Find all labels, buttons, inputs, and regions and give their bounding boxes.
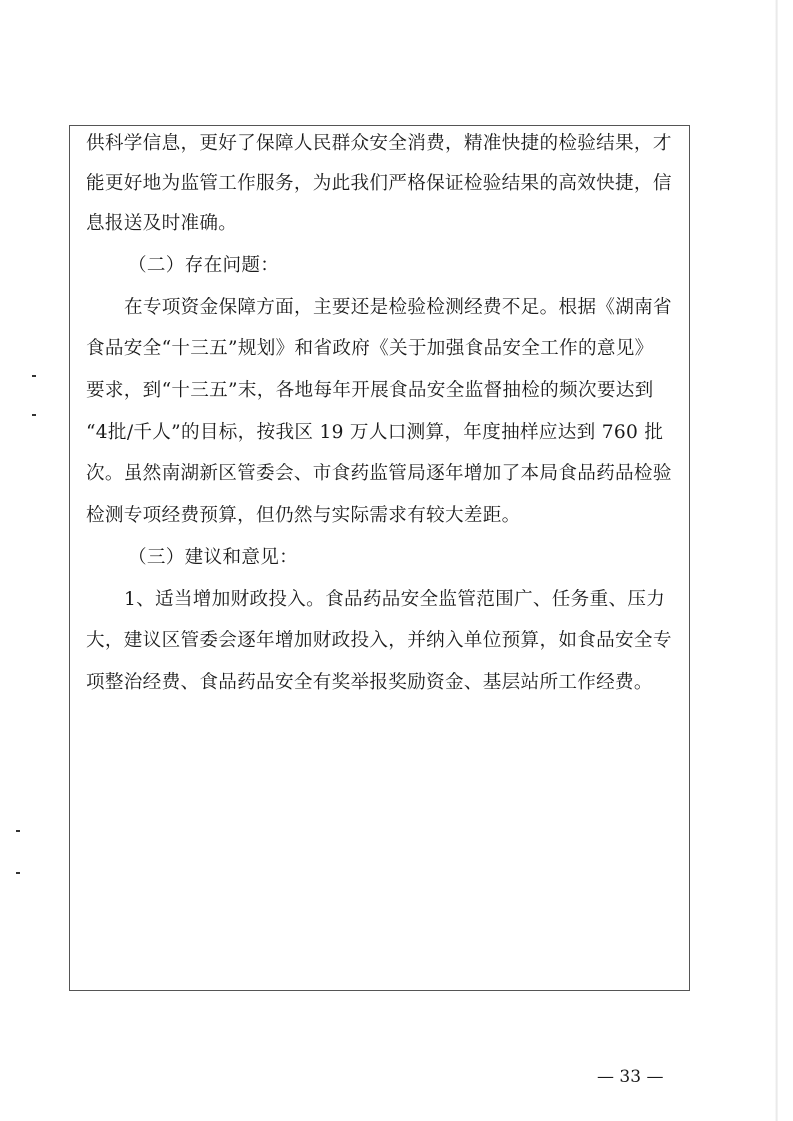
scan-edge-shadow — [775, 0, 778, 1121]
paragraph-line: 次。虽然南湖新区管委会、市食药监管局逐年增加了本局食品药品检验 — [86, 463, 672, 484]
paragraph-line: 大，建议区管委会逐年增加财政投入，并纳入单位预算，如食品安全专 — [86, 630, 672, 651]
paragraph-line: 检测专项经费预算，但仍然与实际需求有较大差距。 — [86, 505, 521, 526]
paragraph-line: “4批/千人”的目标，按我区 19 万人口测算，年度抽样应达到 760 批 — [86, 422, 664, 443]
paragraph-line: 供科学信息，更好了保障人民群众安全消费，精准快捷的检验结果，才 — [86, 133, 672, 154]
binding-mark — [16, 830, 20, 832]
binding-mark — [16, 872, 20, 874]
paragraph-line: 在专项资金保障方面，主要还是检验检测经费不足。根据《湖南省 — [124, 297, 672, 318]
binding-mark — [32, 375, 36, 377]
paragraph-line: 食品安全“十三五”规划》和省政府《关于加强食品安全工作的意见》 — [86, 338, 654, 359]
page-number: — 33 — — [597, 1067, 664, 1087]
paragraph-line: 息报送及时准确。 — [86, 213, 238, 234]
section-heading-suggestions: （三）建议和意见： — [128, 547, 299, 568]
paragraph-line: 要求，到“十三五”末，各地每年开展食品安全监督抽检的频次要达到 — [86, 380, 654, 401]
paragraph-line: 项整治经费、食品药品安全有奖举报奖励资金、基层站所工作经费。 — [86, 672, 653, 693]
binding-mark — [32, 414, 36, 416]
paragraph-line: 能更好地为监管工作服务，为此我们严格保证检验结果的高效快捷，信 — [86, 173, 672, 194]
section-heading-problems: （二）存在问题： — [128, 255, 280, 276]
paragraph-line: 1、适当增加财政投入。食品药品安全监管范围广、任务重、压力 — [124, 589, 666, 610]
